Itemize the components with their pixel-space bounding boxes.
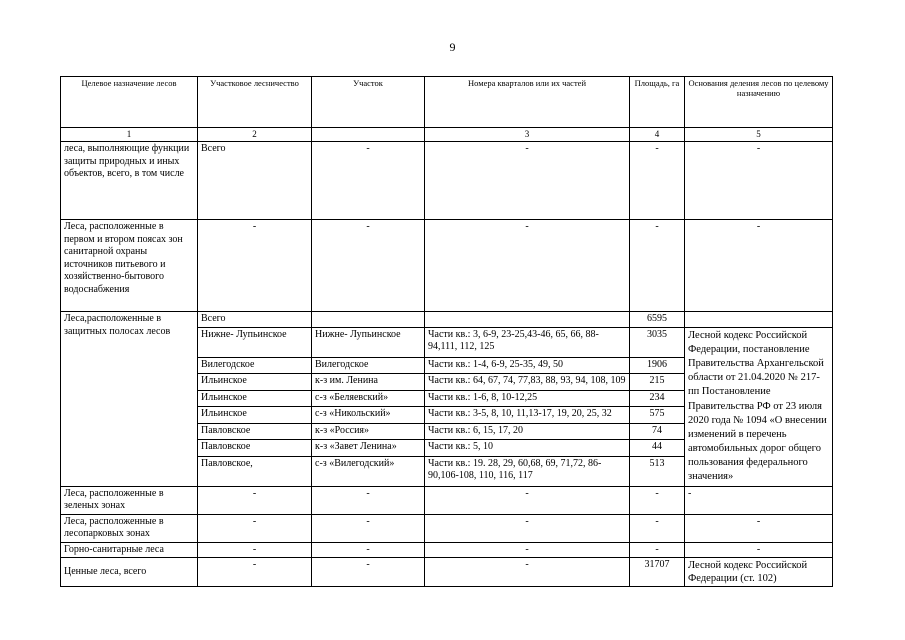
quarters-cell: - <box>425 514 630 542</box>
district-cell: - <box>198 220 312 312</box>
quarters-cell: Части кв.: 3-5, 8, 10, 11,13-17, 19, 20, 25, 32 <box>425 407 630 424</box>
area-cell: 31707 <box>630 558 685 587</box>
quarters-cell: - <box>425 558 630 587</box>
purpose-cell: Леса,расположенные в защитных полосах лесов <box>61 312 198 486</box>
column-number-row <box>61 128 833 142</box>
site-cell: к-з «Завет Ленина» <box>312 440 425 457</box>
site-cell <box>312 312 425 328</box>
area-cell: - <box>630 542 685 558</box>
district-cell: Ильинское <box>198 374 312 391</box>
quarters-cell: - <box>425 142 630 220</box>
header-row <box>61 77 833 128</box>
area-cell: - <box>630 486 685 514</box>
district-cell: - <box>198 486 312 514</box>
district-cell: - <box>198 542 312 558</box>
column-number: 2 <box>198 128 312 142</box>
district-cell: Павловское <box>198 423 312 440</box>
table-row <box>61 558 833 587</box>
area-cell: - <box>630 220 685 312</box>
column-number: 4 <box>630 128 685 142</box>
quarters-cell: - <box>425 220 630 312</box>
table-row <box>61 312 833 328</box>
quarters-cell: Части кв.: 3, 6-9, 23-25,43-46, 65, 66, 88-94,111, 112, 125 <box>425 327 630 357</box>
site-cell: к-з «Россия» <box>312 423 425 440</box>
area-cell: 513 <box>630 456 685 486</box>
area-cell: 44 <box>630 440 685 457</box>
district-cell: - <box>198 514 312 542</box>
site-cell: Нижне- Лупьинское <box>312 327 425 357</box>
basis-cell: Лесной кодекс Российской Федерации, постановление Правительства Архангельской области от 21.04.2020 № 217-пп Постановление Правительства РФ от 23 июля 2020 года № 1094 «О внесении изменений в перечень автомобильных дорог общего пользования федерального значения» <box>685 327 833 486</box>
district-cell: - <box>198 558 312 587</box>
area-cell: 234 <box>630 390 685 407</box>
site-cell: с-з «Никольский» <box>312 407 425 424</box>
site-cell: Вилегодское <box>312 357 425 374</box>
district-cell: Павловское <box>198 440 312 457</box>
basis-cell: Лесной кодекс Российской Федерации (ст. 102) <box>685 558 833 587</box>
site-cell: - <box>312 514 425 542</box>
header-basis: Основания деления лесов по целевому назначению <box>685 77 833 128</box>
column-number: 1 <box>61 128 198 142</box>
basis-cell: - <box>685 486 833 514</box>
quarters-cell: Части кв.: 64, 67, 74, 77,83, 88, 93, 94, 108, 109 <box>425 374 630 391</box>
area-cell: 6595 <box>630 312 685 328</box>
purpose-cell: Леса, расположенные в зеленых зонах <box>61 486 198 514</box>
site-cell: с-з «Вилегодский» <box>312 456 425 486</box>
purpose-cell: Горно-санитарные леса <box>61 542 198 558</box>
column-number: 3 <box>425 128 630 142</box>
table-row <box>61 486 833 514</box>
forest-purpose-table <box>60 76 833 587</box>
area-cell: 1906 <box>630 357 685 374</box>
purpose-cell: Леса, расположенные в лесопарковых зонах <box>61 514 198 542</box>
column-number <box>312 128 425 142</box>
quarters-cell: Части кв.: 1-4, 6-9, 25-35, 49, 50 <box>425 357 630 374</box>
header-quarters: Номера кварталов или их частей <box>425 77 630 128</box>
site-cell: - <box>312 486 425 514</box>
basis-cell: - <box>685 542 833 558</box>
basis-cell: - <box>685 220 833 312</box>
site-cell: - <box>312 142 425 220</box>
basis-cell: - <box>685 514 833 542</box>
purpose-cell: леса, выполняющие функции защиты природных и иных объектов, всего, в том числе <box>61 142 198 220</box>
area-cell: 3035 <box>630 327 685 357</box>
purpose-cell: Леса, расположенные в первом и втором поясах зон санитарной охраны источников питьевого и хозяйственно-бытового водоснабжения <box>61 220 198 312</box>
district-cell: Ильинское <box>198 407 312 424</box>
site-cell: с-з «Беляевский» <box>312 390 425 407</box>
header-district: Участковое лесничество <box>198 77 312 128</box>
site-cell: - <box>312 220 425 312</box>
quarters-cell: Части кв.: 5, 10 <box>425 440 630 457</box>
district-cell: Павловское, <box>198 456 312 486</box>
area-cell: 215 <box>630 374 685 391</box>
area-cell: - <box>630 514 685 542</box>
district-cell: Ильинское <box>198 390 312 407</box>
column-number: 5 <box>685 128 833 142</box>
area-cell: 575 <box>630 407 685 424</box>
quarters-cell: - <box>425 486 630 514</box>
site-cell: - <box>312 558 425 587</box>
site-cell: к-з им. Ленина <box>312 374 425 391</box>
site-cell: - <box>312 542 425 558</box>
quarters-cell <box>425 312 630 328</box>
page-number: 9 <box>449 40 456 54</box>
header-purpose: Целевое назначение лесов <box>61 77 198 128</box>
table-row <box>61 514 833 542</box>
table-row <box>61 542 833 558</box>
table-row <box>61 220 833 312</box>
basis-cell: - <box>685 142 833 220</box>
district-cell: Всего <box>198 142 312 220</box>
area-cell: 74 <box>630 423 685 440</box>
basis-cell <box>685 312 833 328</box>
area-cell: - <box>630 142 685 220</box>
quarters-cell: Части кв.: 1-6, 8, 10-12,25 <box>425 390 630 407</box>
district-cell: Всего <box>198 312 312 328</box>
district-cell: Вилегодское <box>198 357 312 374</box>
district-cell: Нижне- Лупьинское <box>198 327 312 357</box>
purpose-cell: Ценные леса, всего <box>61 558 198 587</box>
header-site: Участок <box>312 77 425 128</box>
quarters-cell: Части кв.: 19. 28, 29, 60,68, 69, 71,72, 86-90,106-108, 110, 116, 117 <box>425 456 630 486</box>
header-area: Площадь, га <box>630 77 685 128</box>
table-row <box>61 142 833 220</box>
quarters-cell: Части кв.: 6, 15, 17, 20 <box>425 423 630 440</box>
quarters-cell: - <box>425 542 630 558</box>
